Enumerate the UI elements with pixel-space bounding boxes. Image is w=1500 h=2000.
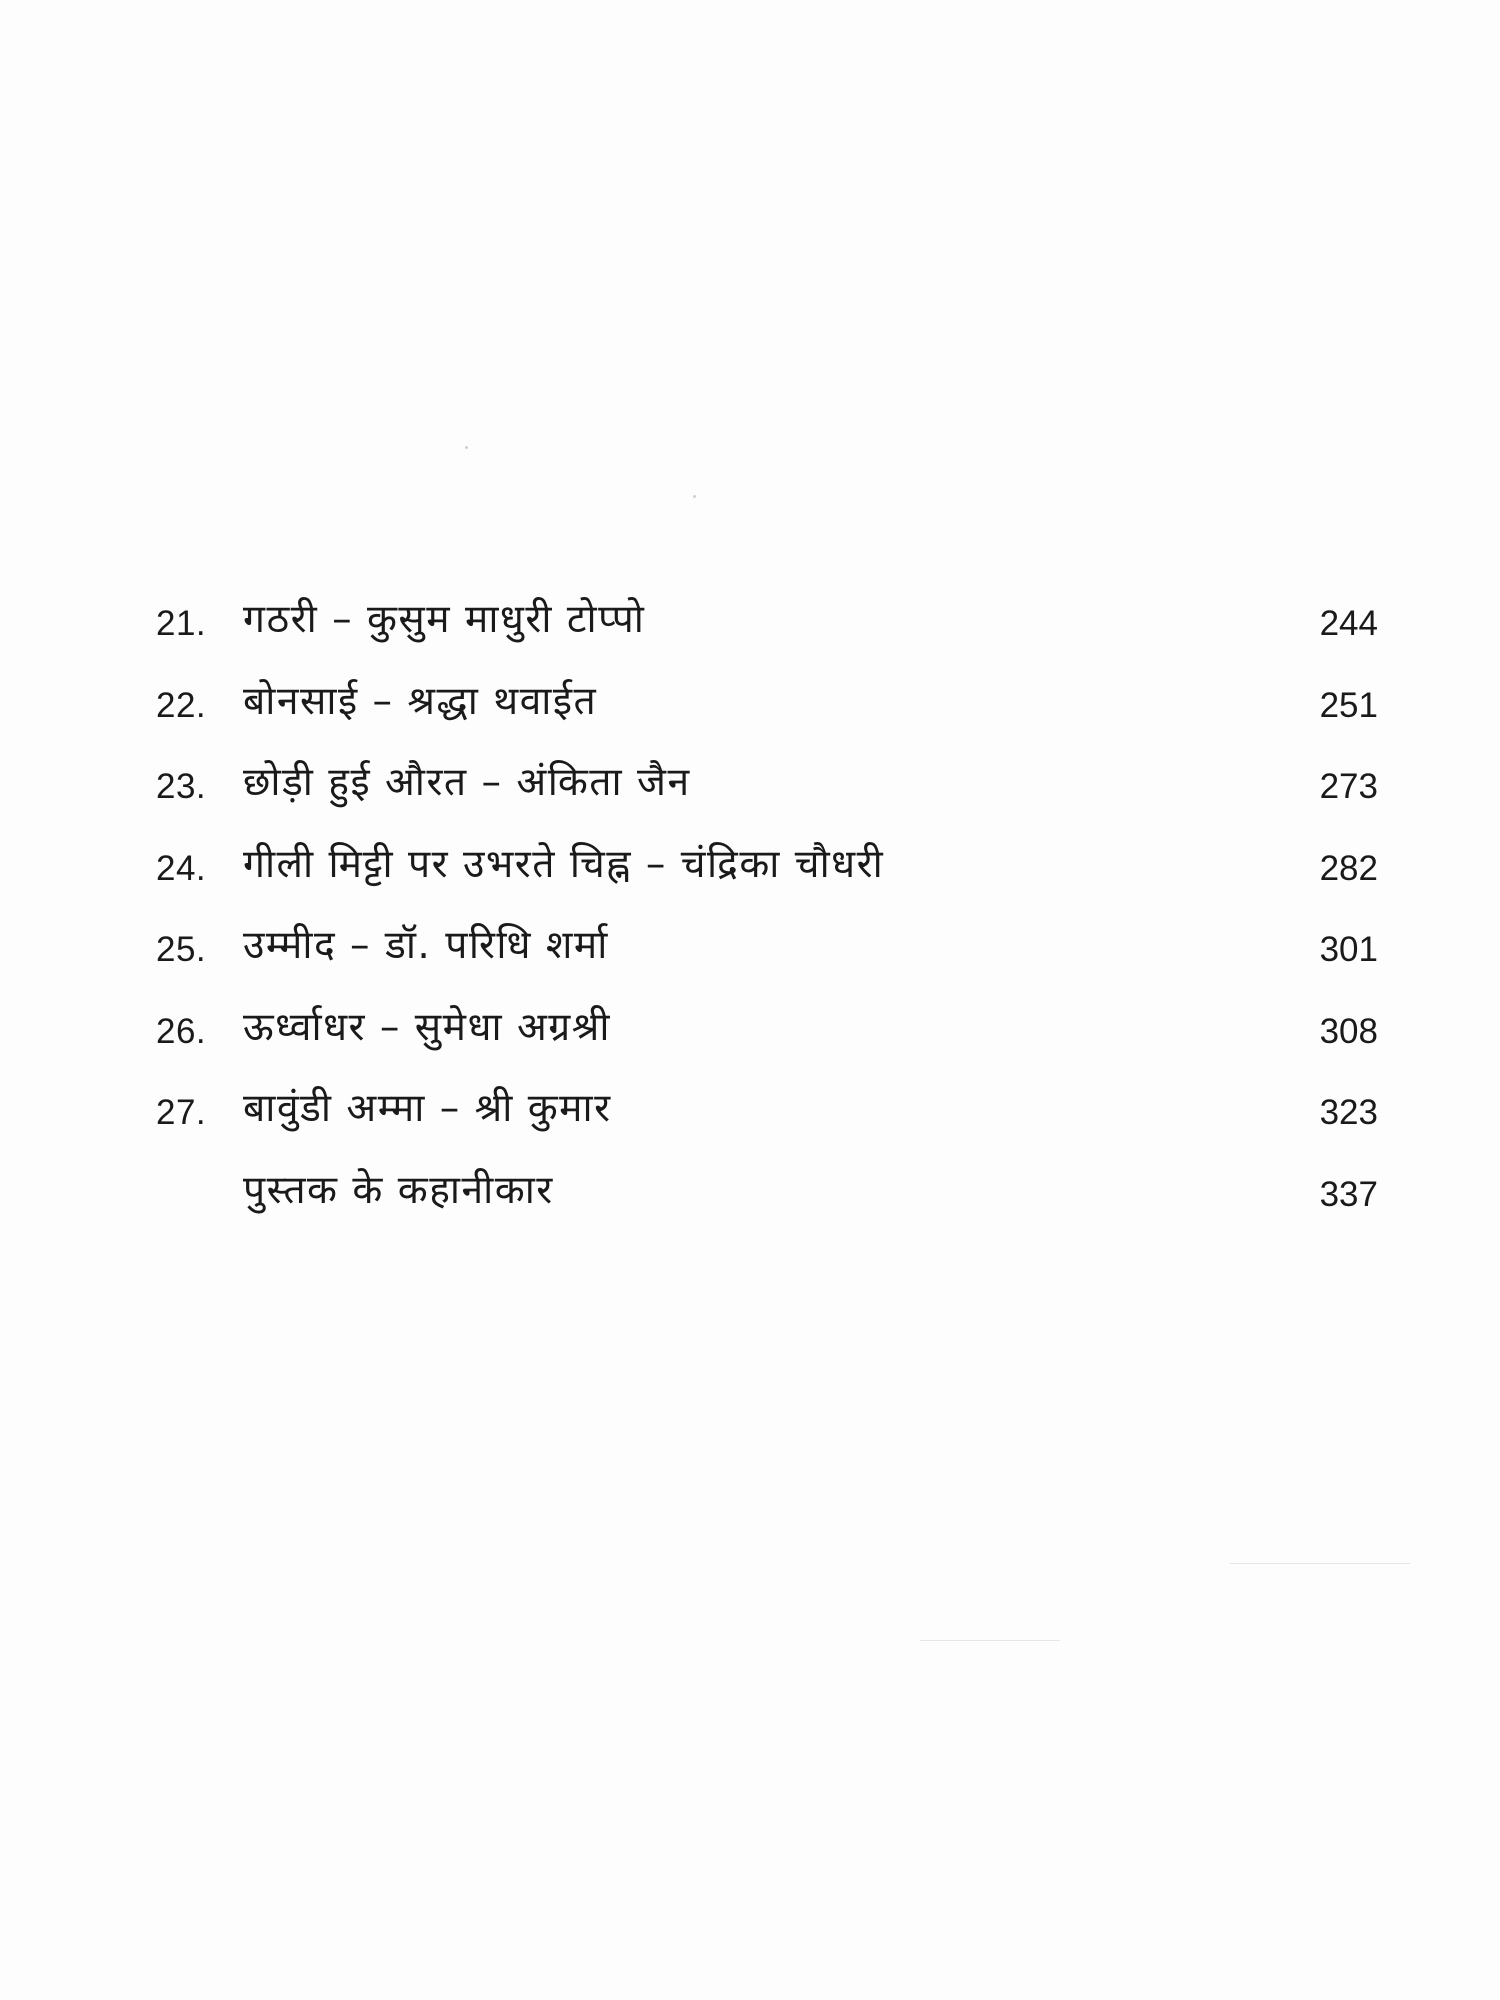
entry-page-number: 244 — [1319, 604, 1378, 643]
entry-number: 22. — [156, 685, 207, 725]
entry-title: पुस्तक के कहानीकार — [243, 1167, 554, 1213]
entry-page-number: 273 — [1319, 767, 1378, 806]
toc-entry — [148, 588, 1378, 670]
scan-speck — [465, 446, 468, 449]
entry-title: उम्मीद – डॉ. परिधि शर्मा — [243, 923, 609, 968]
entry-title: गठरी – कुसुम माधुरी टोप्पो — [243, 597, 646, 642]
entry-title: बावुंडी अम्मा – श्री कुमार — [243, 1086, 612, 1131]
entry-number: 26. — [156, 1011, 207, 1051]
entry-number: 23. — [156, 767, 207, 806]
toc-entry — [148, 751, 1378, 833]
toc-entry — [148, 1077, 1378, 1159]
scan-streak — [920, 1640, 1060, 1641]
entry-title: गीली मिट्टी पर उभरते चिह्न – चंद्रिका चौधरी — [243, 841, 885, 887]
toc-entry — [148, 670, 1378, 752]
toc-entry — [148, 914, 1378, 996]
entry-page-number: 323 — [1319, 1093, 1378, 1132]
entry-page-number: 251 — [1319, 685, 1378, 725]
entry-page-number: 282 — [1319, 848, 1378, 888]
entry-number: 21. — [156, 604, 207, 643]
entry-number: 27. — [156, 1093, 207, 1132]
entry-title: बोनसाई – श्रद्धा थवाईत — [243, 678, 598, 724]
entry-page-number: 301 — [1319, 930, 1378, 969]
entry-number: 24. — [156, 848, 207, 888]
scan-streak — [1230, 1563, 1410, 1564]
toc-entry — [148, 1159, 1378, 1241]
toc-entry — [148, 833, 1378, 915]
entry-page-number: 337 — [1319, 1174, 1378, 1214]
entry-title: छोड़ी हुई औरत – अंकिता जैन — [243, 760, 691, 805]
entry-page-number: 308 — [1319, 1011, 1378, 1051]
toc-entry — [148, 996, 1378, 1078]
scan-speck — [693, 495, 696, 498]
table-of-contents — [148, 588, 1378, 1240]
entry-title: ऊर्ध्वाधर – सुमेधा अग्रश्री — [243, 1004, 611, 1050]
entry-number: 25. — [156, 930, 207, 969]
